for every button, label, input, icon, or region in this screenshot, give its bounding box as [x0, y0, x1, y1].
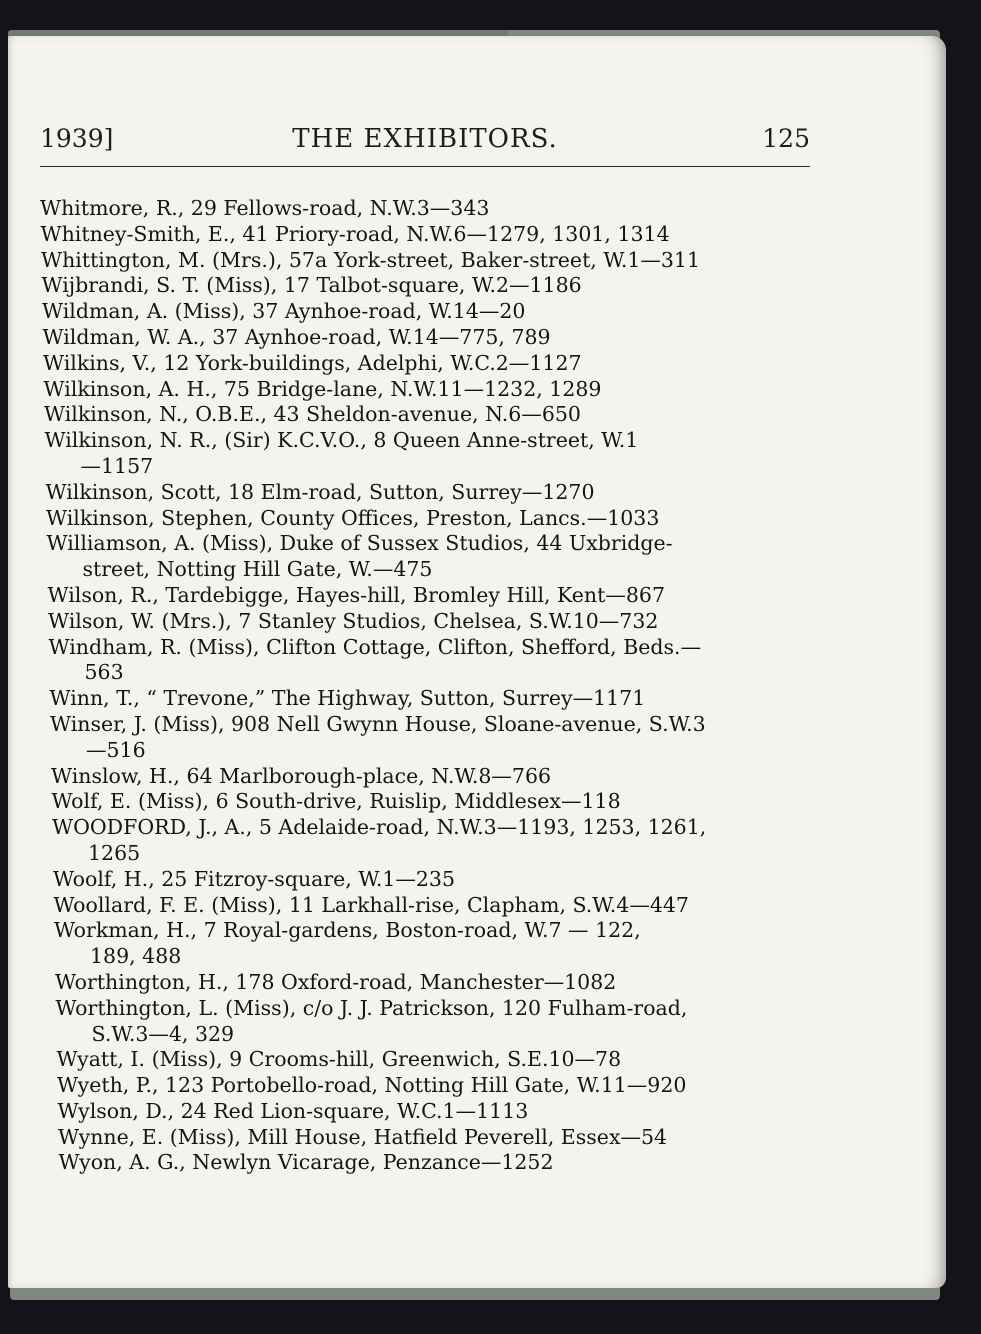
exhibitor-entry [43, 325, 826, 351]
entry-line: Winslow, H., 64 Marlborough-place, N.W.8—766 [51, 763, 552, 788]
exhibitor-entry [46, 506, 825, 532]
entry-line: Wilkins, V., 12 York-buildings, Adelphi, W.C.2—1127 [43, 350, 582, 375]
running-header [40, 122, 810, 158]
entry-line: Wijbrandi, S. T. (Miss), 17 Talbot-square, W.2—1186 [41, 273, 582, 298]
exhibitor-entry [53, 867, 825, 893]
header-year: 1939] [40, 124, 114, 153]
entry-line: Whitmore, R., 29 Fellows-road, N.W.3—343 [40, 196, 490, 220]
entry-line: Winser, J. (Miss), 908 Nell Gwynn House, Sloane-avenue, S.W.3 [50, 711, 706, 736]
exhibitor-entry [58, 1125, 825, 1151]
entry-line: Windham, R. (Miss), Clifton Cottage, Clifton, Shefford, Beds.— [48, 634, 702, 659]
entry-line: Wilkinson, Scott, 18 Elm-road, Sutton, Surrey—1270 [45, 479, 595, 504]
exhibitor-entry [57, 1047, 826, 1073]
exhibitor-entry [48, 583, 826, 609]
exhibitor-entry [42, 299, 825, 325]
exhibitor-entry [46, 480, 826, 506]
exhibitor-entry [54, 893, 826, 919]
exhibitor-entry [40, 196, 825, 222]
entry-continuation: —1157 [80, 453, 154, 478]
exhibitor-entry [51, 764, 825, 790]
exhibitor-entry [41, 222, 826, 248]
entry-line: Woolf, H., 25 Fitzroy-square, W.1—235 [53, 866, 456, 891]
entry-line: Worthington, L. (Miss), c/o J. J. Patrickson, 120 Fulham-road, [55, 995, 688, 1020]
entry-line: Wynne, E. (Miss), Mill House, Hatfield Peverell, Essex—54 [58, 1124, 668, 1149]
header-title: THE EXHIBITORS. [292, 124, 558, 154]
entry-line: Winn, T., “ Trevone,” The Highway, Sutton, Surrey—1171 [49, 686, 646, 711]
exhibitor-entry [59, 1150, 826, 1176]
entry-line: Wilkinson, N. R., (Sir) K.C.V.O., 8 Queen Anne-street, W.1 [44, 428, 639, 453]
exhibitor-entry [52, 815, 825, 867]
entry-line: Whitney-Smith, E., 41 Priory-road, N.W.6—1279, 1301, 1314 [40, 221, 670, 246]
exhibitor-entry [57, 1073, 825, 1099]
entry-continuation: 1265 [88, 840, 141, 865]
entry-line: Wolf, E. (Miss), 6 South-drive, Ruislip, Middlesex—118 [51, 789, 621, 814]
exhibitor-entry [47, 531, 826, 583]
exhibitor-entry [44, 402, 825, 428]
entry-line: Woollard, F. E. (Miss), 11 Larkhall-rise, Clapham, S.W.4—447 [53, 892, 689, 917]
entry-line: Wilson, R., Tardebigge, Hayes-hill, Bromley Hill, Kent—867 [47, 582, 665, 607]
exhibitor-entry [48, 609, 825, 635]
entry-line: Wilkinson, N., O.B.E., 43 Sheldon-avenue, N.6—650 [44, 402, 581, 427]
entry-line: Worthington, H., 178 Oxford-road, Manchester—1082 [55, 969, 617, 994]
exhibitor-entry [58, 1099, 826, 1125]
entry-line: Williamson, A. (Miss), Duke of Sussex Studios, 44 Uxbridge- [46, 531, 673, 556]
exhibitor-entry [50, 712, 825, 764]
entry-line: Wylson, D., 24 Red Lion-square, W.C.1—1113 [57, 1098, 529, 1123]
exhibitor-list [40, 196, 825, 1176]
entry-line: Wildman, A. (Miss), 37 Aynhoe-road, W.14—20 [42, 299, 526, 324]
entry-continuation: S.W.3—4, 329 [91, 1021, 235, 1046]
exhibitor-entry [55, 970, 825, 996]
entry-line: Wyatt, I. (Miss), 9 Crooms-hill, Greenwich, S.E.10—78 [56, 1047, 622, 1072]
page-number: 125 [762, 124, 810, 153]
entry-line: Workman, H., 7 Royal-gardens, Boston-road, W.7 — 122, [54, 918, 641, 943]
exhibitor-entry [50, 686, 826, 712]
entry-continuation: —516 [86, 737, 146, 762]
entry-line: Wilkinson, A. H., 75 Bridge-lane, N.W.11—1232, 1289 [43, 376, 602, 401]
entry-line: Wilkinson, Stephen, County Offices, Preston, Lancs.—1033 [46, 505, 660, 530]
entry-line: Wilson, W. (Mrs.), 7 Stanley Studios, Chelsea, S.W.10—732 [48, 608, 659, 633]
exhibitor-entry [41, 248, 825, 274]
exhibitor-entry [49, 635, 826, 687]
exhibitor-entry [45, 428, 826, 480]
entry-line: Whittington, M. (Mrs.), 57a York-street, Baker-street, W.1—311 [41, 247, 701, 272]
entry-continuation: 563 [84, 660, 124, 685]
exhibitor-entry [42, 273, 826, 299]
entry-line: Wyeth, P., 123 Portobello-road, Notting Hill Gate, W.11—920 [57, 1073, 687, 1098]
exhibitor-entry [43, 351, 825, 377]
header-rule [40, 166, 810, 167]
entry-line: WOODFORD, J., A., 5 Adelaide-road, N.W.3—1193, 1253, 1261, [52, 815, 707, 840]
exhibitor-entry [52, 789, 826, 815]
entry-continuation: 189, 488 [90, 944, 182, 969]
entry-continuation: street, Notting Hill Gate, W.—475 [82, 557, 433, 582]
entry-line: Wildman, W. A., 37 Aynhoe-road, W.14—775, 789 [42, 324, 551, 349]
entry-line: Wyon, A. G., Newlyn Vicarage, Penzance—1252 [58, 1150, 554, 1175]
exhibitor-entry [54, 918, 825, 970]
exhibitor-entry [56, 996, 826, 1048]
exhibitor-entry [44, 377, 826, 403]
